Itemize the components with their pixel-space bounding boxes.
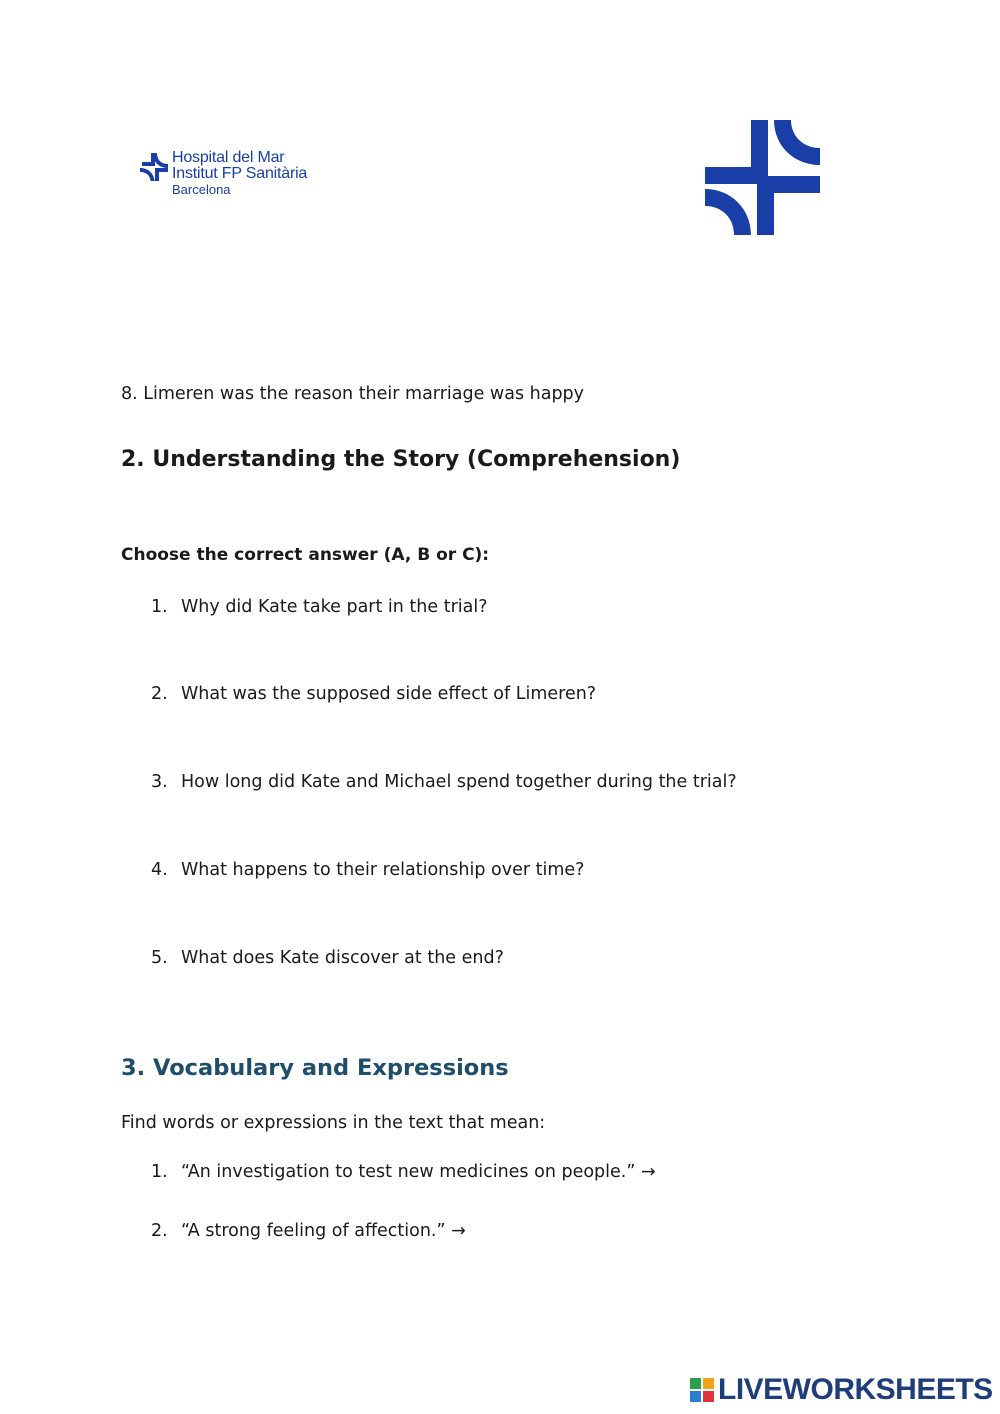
section-3-instruction: Find words or expressions in the text that mean: — [121, 1113, 546, 1133]
logo-line-3: Barcelona — [172, 182, 231, 197]
logo-line-2: Institut FP Sanitària — [172, 165, 308, 182]
statement-8: 8. Limeren was the reason their marriage was happy — [121, 384, 585, 404]
logo-line-1: Hospital del Mar — [172, 149, 285, 166]
vocab-number: 2. — [151, 1221, 168, 1241]
question-text: What happens to their relationship over time? — [181, 860, 585, 880]
question-number: 1. — [151, 597, 168, 617]
question-text: Why did Kate take part in the trial? — [181, 597, 488, 617]
liveworksheets-text: LIVEWORKSHEETS — [718, 1373, 993, 1406]
question-text: What was the supposed side effect of Limeren? — [181, 684, 597, 704]
hospital-logo — [140, 150, 345, 206]
question-number: 4. — [151, 860, 168, 880]
vocab-text: “An investigation to test new medicines on people.” → — [181, 1162, 656, 1182]
liveworksheets-blocks-icon — [690, 1376, 716, 1404]
question-number: 2. — [151, 684, 168, 704]
question-number: 5. — [151, 948, 168, 968]
section-2-title: 2. Understanding the Story (Comprehension) — [121, 447, 681, 472]
hospital-cross-icon — [140, 153, 168, 181]
hospital-cross-large-icon — [705, 120, 820, 239]
section-3-title: 3. Vocabulary and Expressions — [121, 1055, 509, 1081]
question-text: How long did Kate and Michael spend together during the trial? — [181, 772, 737, 792]
question-text: What does Kate discover at the end? — [181, 948, 504, 968]
section-2-instruction: Choose the correct answer (A, B or C): — [121, 545, 490, 565]
question-number: 3. — [151, 772, 168, 792]
vocab-text: “A strong feeling of affection.” → — [181, 1221, 466, 1241]
vocab-number: 1. — [151, 1162, 168, 1182]
